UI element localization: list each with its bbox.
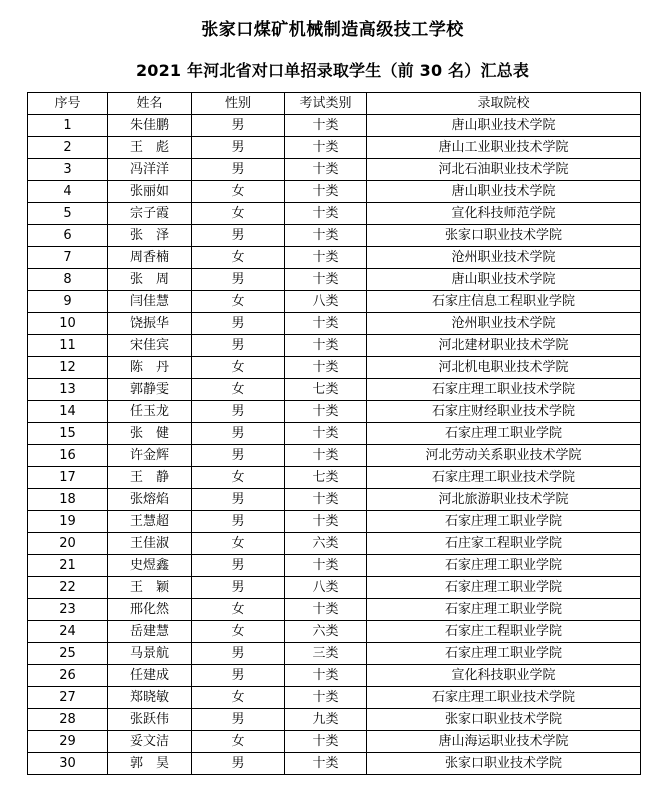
cell-number: 19 bbox=[28, 511, 108, 533]
cell-number: 16 bbox=[28, 445, 108, 467]
cell-gender: 男 bbox=[192, 225, 285, 247]
table-row bbox=[28, 533, 641, 555]
cell-exam-category: 十类 bbox=[285, 665, 367, 687]
cell-name: 张跃伟 bbox=[108, 709, 192, 731]
table-row bbox=[28, 753, 641, 775]
cell-gender: 男 bbox=[192, 401, 285, 423]
cell-name: 妥文洁 bbox=[108, 731, 192, 753]
cell-name: 史煜鑫 bbox=[108, 555, 192, 577]
cell-name: 冯洋洋 bbox=[108, 159, 192, 181]
cell-number: 6 bbox=[28, 225, 108, 247]
table-row bbox=[28, 159, 641, 181]
cell-exam-category: 十类 bbox=[285, 401, 367, 423]
cell-number: 18 bbox=[28, 489, 108, 511]
cell-admitted-school: 沧州职业技术学院 bbox=[367, 313, 641, 335]
cell-number: 28 bbox=[28, 709, 108, 731]
table-row bbox=[28, 203, 641, 225]
cell-number: 25 bbox=[28, 643, 108, 665]
cell-number: 26 bbox=[28, 665, 108, 687]
cell-gender: 女 bbox=[192, 599, 285, 621]
cell-exam-category: 六类 bbox=[285, 533, 367, 555]
cell-name: 朱佳鹏 bbox=[108, 115, 192, 137]
cell-admitted-school: 唐山职业技术学院 bbox=[367, 115, 641, 137]
cell-exam-category: 十类 bbox=[285, 313, 367, 335]
cell-exam-category: 十类 bbox=[285, 511, 367, 533]
cell-name: 张 健 bbox=[108, 423, 192, 445]
cell-gender: 女 bbox=[192, 379, 285, 401]
column-header-exam-category: 考试类别 bbox=[285, 93, 367, 115]
cell-exam-category: 十类 bbox=[285, 335, 367, 357]
table-row bbox=[28, 423, 641, 445]
cell-number: 11 bbox=[28, 335, 108, 357]
cell-exam-category: 十类 bbox=[285, 247, 367, 269]
table-row bbox=[28, 269, 641, 291]
cell-name: 王 颖 bbox=[108, 577, 192, 599]
cell-number: 20 bbox=[28, 533, 108, 555]
table-row bbox=[28, 247, 641, 269]
cell-name: 王佳淑 bbox=[108, 533, 192, 555]
cell-number: 8 bbox=[28, 269, 108, 291]
cell-exam-category: 十类 bbox=[285, 269, 367, 291]
table-body bbox=[28, 115, 641, 775]
column-header-gender: 性别 bbox=[192, 93, 285, 115]
table-row bbox=[28, 137, 641, 159]
cell-gender: 女 bbox=[192, 181, 285, 203]
cell-gender: 女 bbox=[192, 533, 285, 555]
cell-admitted-school: 石家庄信息工程职业学院 bbox=[367, 291, 641, 313]
cell-exam-category: 九类 bbox=[285, 709, 367, 731]
cell-number: 7 bbox=[28, 247, 108, 269]
cell-gender: 女 bbox=[192, 291, 285, 313]
cell-admitted-school: 河北劳动关系职业技术学院 bbox=[367, 445, 641, 467]
cell-number: 30 bbox=[28, 753, 108, 775]
cell-admitted-school: 唐山海运职业技术学院 bbox=[367, 731, 641, 753]
cell-exam-category: 十类 bbox=[285, 599, 367, 621]
cell-gender: 男 bbox=[192, 511, 285, 533]
cell-name: 任玉龙 bbox=[108, 401, 192, 423]
cell-exam-category: 十类 bbox=[285, 731, 367, 753]
column-header-name: 姓名 bbox=[108, 93, 192, 115]
cell-exam-category: 十类 bbox=[285, 181, 367, 203]
cell-admitted-school: 宣化科技职业学院 bbox=[367, 665, 641, 687]
cell-name: 陈 丹 bbox=[108, 357, 192, 379]
cell-name: 郭静雯 bbox=[108, 379, 192, 401]
cell-name: 马景航 bbox=[108, 643, 192, 665]
cell-gender: 女 bbox=[192, 357, 285, 379]
cell-exam-category: 十类 bbox=[285, 489, 367, 511]
table-row bbox=[28, 225, 641, 247]
table-row bbox=[28, 379, 641, 401]
cell-exam-category: 十类 bbox=[285, 687, 367, 709]
cell-name: 郑晓敏 bbox=[108, 687, 192, 709]
cell-number: 4 bbox=[28, 181, 108, 203]
cell-gender: 女 bbox=[192, 247, 285, 269]
cell-admitted-school: 唐山职业技术学院 bbox=[367, 181, 641, 203]
table-row bbox=[28, 335, 641, 357]
cell-number: 12 bbox=[28, 357, 108, 379]
cell-gender: 女 bbox=[192, 203, 285, 225]
table-row bbox=[28, 489, 641, 511]
cell-admitted-school: 石家庄理工职业技术学院 bbox=[367, 379, 641, 401]
cell-admitted-school: 石庄家工程职业学院 bbox=[367, 533, 641, 555]
cell-admitted-school: 石家庄工程职业学院 bbox=[367, 621, 641, 643]
cell-admitted-school: 河北建材职业技术学院 bbox=[367, 335, 641, 357]
cell-gender: 男 bbox=[192, 115, 285, 137]
cell-name: 张丽如 bbox=[108, 181, 192, 203]
cell-number: 13 bbox=[28, 379, 108, 401]
cell-name: 任建成 bbox=[108, 665, 192, 687]
table-row bbox=[28, 401, 641, 423]
cell-gender: 男 bbox=[192, 137, 285, 159]
table-row bbox=[28, 445, 641, 467]
cell-name: 邢化然 bbox=[108, 599, 192, 621]
table-row bbox=[28, 181, 641, 203]
cell-name: 闫佳慧 bbox=[108, 291, 192, 313]
table-row bbox=[28, 115, 641, 137]
cell-number: 2 bbox=[28, 137, 108, 159]
table-row bbox=[28, 555, 641, 577]
cell-number: 5 bbox=[28, 203, 108, 225]
cell-exam-category: 六类 bbox=[285, 621, 367, 643]
cell-name: 王 彪 bbox=[108, 137, 192, 159]
cell-exam-category: 七类 bbox=[285, 467, 367, 489]
cell-number: 29 bbox=[28, 731, 108, 753]
table-row bbox=[28, 511, 641, 533]
cell-exam-category: 十类 bbox=[285, 115, 367, 137]
table-row bbox=[28, 643, 641, 665]
cell-exam-category: 十类 bbox=[285, 357, 367, 379]
cell-name: 张 泽 bbox=[108, 225, 192, 247]
cell-admitted-school: 石家庄理工职业学院 bbox=[367, 643, 641, 665]
cell-admitted-school: 石家庄理工职业技术学院 bbox=[367, 467, 641, 489]
cell-admitted-school: 沧州职业技术学院 bbox=[367, 247, 641, 269]
cell-gender: 女 bbox=[192, 621, 285, 643]
cell-gender: 男 bbox=[192, 577, 285, 599]
cell-number: 27 bbox=[28, 687, 108, 709]
cell-gender: 男 bbox=[192, 665, 285, 687]
table-row bbox=[28, 577, 641, 599]
cell-admitted-school: 张家口职业技术学院 bbox=[367, 753, 641, 775]
document-title: 张家口煤矿机械制造高级技工学校 bbox=[201, 20, 464, 40]
admission-table bbox=[27, 92, 641, 775]
cell-gender: 男 bbox=[192, 269, 285, 291]
cell-name: 周香楠 bbox=[108, 247, 192, 269]
cell-admitted-school: 河北石油职业技术学院 bbox=[367, 159, 641, 181]
cell-exam-category: 十类 bbox=[285, 137, 367, 159]
cell-number: 15 bbox=[28, 423, 108, 445]
cell-exam-category: 十类 bbox=[285, 753, 367, 775]
table-row bbox=[28, 467, 641, 489]
cell-admitted-school: 张家口职业技术学院 bbox=[367, 225, 641, 247]
table-row bbox=[28, 709, 641, 731]
cell-admitted-school: 河北机电职业技术学院 bbox=[367, 357, 641, 379]
cell-exam-category: 十类 bbox=[285, 203, 367, 225]
cell-gender: 男 bbox=[192, 445, 285, 467]
cell-exam-category: 八类 bbox=[285, 577, 367, 599]
table-row bbox=[28, 291, 641, 313]
cell-gender: 男 bbox=[192, 159, 285, 181]
cell-exam-category: 十类 bbox=[285, 159, 367, 181]
cell-gender: 男 bbox=[192, 709, 285, 731]
cell-number: 21 bbox=[28, 555, 108, 577]
cell-gender: 男 bbox=[192, 423, 285, 445]
cell-name: 许金辉 bbox=[108, 445, 192, 467]
table-header-row bbox=[28, 93, 641, 115]
cell-number: 9 bbox=[28, 291, 108, 313]
cell-admitted-school: 石家庄理工职业学院 bbox=[367, 423, 641, 445]
cell-admitted-school: 宣化科技师范学院 bbox=[367, 203, 641, 225]
cell-number: 24 bbox=[28, 621, 108, 643]
cell-name: 宋佳宾 bbox=[108, 335, 192, 357]
cell-name: 张熔焰 bbox=[108, 489, 192, 511]
table-row bbox=[28, 621, 641, 643]
table-row bbox=[28, 687, 641, 709]
cell-admitted-school: 石家庄理工职业学院 bbox=[367, 555, 641, 577]
cell-exam-category: 七类 bbox=[285, 379, 367, 401]
cell-number: 1 bbox=[28, 115, 108, 137]
column-header-admitted-school: 录取院校 bbox=[367, 93, 641, 115]
cell-exam-category: 八类 bbox=[285, 291, 367, 313]
cell-name: 王慧超 bbox=[108, 511, 192, 533]
cell-admitted-school: 石家庄理工职业学院 bbox=[367, 599, 641, 621]
cell-name: 宗子霞 bbox=[108, 203, 192, 225]
cell-name: 饶振华 bbox=[108, 313, 192, 335]
table-row bbox=[28, 665, 641, 687]
cell-number: 17 bbox=[28, 467, 108, 489]
cell-exam-category: 十类 bbox=[285, 225, 367, 247]
cell-number: 10 bbox=[28, 313, 108, 335]
cell-name: 岳建慧 bbox=[108, 621, 192, 643]
cell-name: 王 静 bbox=[108, 467, 192, 489]
cell-gender: 男 bbox=[192, 753, 285, 775]
cell-exam-category: 十类 bbox=[285, 445, 367, 467]
table-row bbox=[28, 357, 641, 379]
cell-number: 23 bbox=[28, 599, 108, 621]
cell-gender: 女 bbox=[192, 687, 285, 709]
cell-number: 22 bbox=[28, 577, 108, 599]
cell-admitted-school: 石家庄财经职业技术学院 bbox=[367, 401, 641, 423]
cell-gender: 男 bbox=[192, 555, 285, 577]
table-row bbox=[28, 599, 641, 621]
table-row bbox=[28, 731, 641, 753]
column-header-number: 序号 bbox=[28, 93, 108, 115]
cell-gender: 男 bbox=[192, 489, 285, 511]
cell-exam-category: 十类 bbox=[285, 555, 367, 577]
cell-number: 14 bbox=[28, 401, 108, 423]
cell-admitted-school: 石家庄理工职业学院 bbox=[367, 577, 641, 599]
cell-admitted-school: 唐山职业技术学院 bbox=[367, 269, 641, 291]
cell-gender: 男 bbox=[192, 335, 285, 357]
cell-admitted-school: 河北旅游职业技术学院 bbox=[367, 489, 641, 511]
cell-gender: 女 bbox=[192, 467, 285, 489]
cell-admitted-school: 张家口职业技术学院 bbox=[367, 709, 641, 731]
cell-exam-category: 十类 bbox=[285, 423, 367, 445]
table-caption: 2021 年河北省对口单招录取学生（前 30 名）汇总表 bbox=[135, 61, 530, 80]
cell-admitted-school: 石家庄理工职业技术学院 bbox=[367, 687, 641, 709]
cell-name: 郭 昊 bbox=[108, 753, 192, 775]
cell-admitted-school: 石家庄理工职业学院 bbox=[367, 511, 641, 533]
cell-name: 张 周 bbox=[108, 269, 192, 291]
cell-admitted-school: 唐山工业职业技术学院 bbox=[367, 137, 641, 159]
cell-gender: 男 bbox=[192, 643, 285, 665]
cell-gender: 女 bbox=[192, 731, 285, 753]
table-row bbox=[28, 313, 641, 335]
cell-gender: 男 bbox=[192, 313, 285, 335]
cell-exam-category: 三类 bbox=[285, 643, 367, 665]
cell-number: 3 bbox=[28, 159, 108, 181]
